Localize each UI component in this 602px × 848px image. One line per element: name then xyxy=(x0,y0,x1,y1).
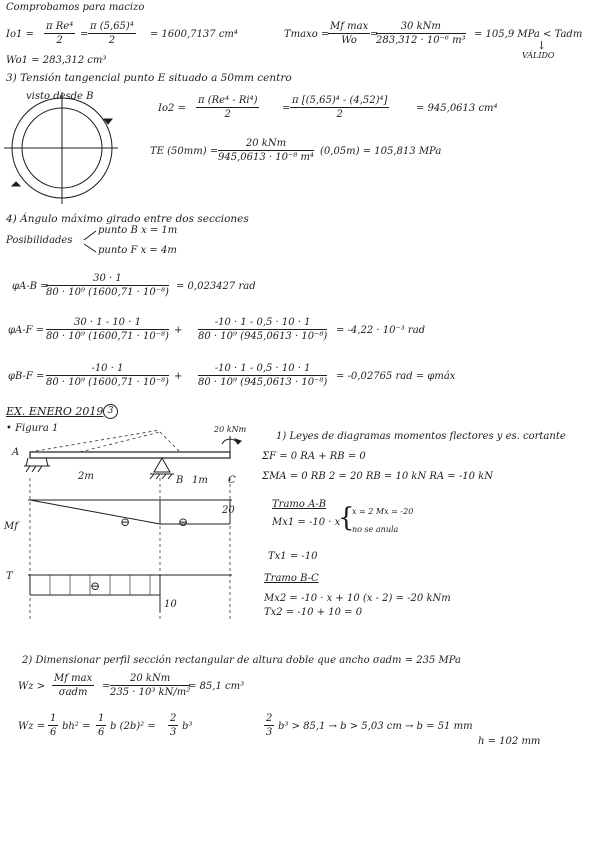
node-c-label: C xyxy=(228,475,236,486)
equilibrium-forces: ΣF = 0 RA + RB = 0 xyxy=(262,451,366,462)
height-result: h = 102 mm xyxy=(478,736,541,747)
io1-result: = 1600,7137 cm⁴ xyxy=(150,29,238,40)
wo1-value: Wo1 = 283,312 cm³ xyxy=(6,55,107,66)
no-zero-note: no se anula xyxy=(352,525,399,534)
w-label: Wz > xyxy=(18,681,46,692)
phi-ab-label: φA-B = xyxy=(12,281,49,292)
wz-fraction-1: $\frac{1}{6}$ xyxy=(50,713,57,738)
tx1-equation: Tx1 = -10 xyxy=(268,551,318,562)
mf-value-20: 20 xyxy=(222,505,235,516)
wz-bh2: bh² = xyxy=(62,721,91,732)
w-equals: = xyxy=(102,681,111,692)
span-bc-label: 1m xyxy=(192,475,208,486)
option-point-b: punto B x = 1m xyxy=(98,225,178,236)
io2-label: Io2 = xyxy=(158,103,186,114)
ineq-fraction: $\frac{2}{3}$ xyxy=(266,713,273,738)
te-label: TE (50mm) = xyxy=(150,146,219,157)
exam-heading: EX. ENERO 2019 xyxy=(6,405,104,418)
tmax-label: Tmaxo = xyxy=(284,29,330,40)
part2-title: 2) Dimensionar perfil sección rectangular de altura doble que ancho σadm = 235 MPa xyxy=(22,655,462,666)
heading-comprobamos: Comprobamos para macizo xyxy=(6,2,145,13)
mf-sign-ab: ⊖ xyxy=(120,515,131,529)
phi-af-fraction-2: $\frac{-10 \cdot 1 - 0,5 \cdot 10 \cdot 1}{\text{80 · 10⁹ (945,0613 · 10⁻⁸)}}$ xyxy=(198,317,328,342)
wz-fraction-2: $\frac{1}{6}$ xyxy=(98,713,105,738)
phi-af-label: φA-F = xyxy=(8,325,45,336)
w-fraction-1: Mf max σadm xyxy=(54,673,93,698)
phi-af-result: = -4,22 · 10⁻³ rad xyxy=(336,325,426,336)
io1-fraction-2: $\frac{\text{π (5,65)⁴}}{2}$ xyxy=(90,21,134,46)
phi-bf-plus: + xyxy=(174,371,183,382)
io2-fraction-1: $\frac{\text{π (Re⁴ - Ri⁴)}}{2}$ xyxy=(198,95,258,120)
phi-bf-fraction-2: $\frac{-10 \cdot 1 - 0,5 \cdot 10 \cdot 1}{\text{80 · 10⁹ (945,0613 · 10⁻⁸)}}$ xyxy=(198,363,328,388)
io2-result: = 945,0613 cm⁴ xyxy=(416,103,498,114)
section4-title: 4) Ángulo máximo girado entre dos secciones xyxy=(6,213,249,225)
possibilities-label: Posibilidades xyxy=(6,235,73,246)
down-arrow-icon: ↓ xyxy=(537,39,547,52)
node-a-label: A xyxy=(12,447,20,458)
phi-bf-result: = -0,02765 rad = φmáx xyxy=(336,371,456,382)
wz-b3: b³ xyxy=(182,721,193,732)
phi-ab-result: = 0,023427 rad xyxy=(176,281,256,292)
tmax-result: = 105,9 MPa < Tadm xyxy=(474,29,583,40)
io2-fraction-2: $\frac{\text{π [(5,65)⁴ - (4,52)⁴]}}{2}$ xyxy=(292,95,388,120)
exam-number-badge: 3 xyxy=(103,404,118,419)
figure-label: • Figura 1 xyxy=(6,423,59,434)
tmax-fraction-2: 30 kNm 283,312 · 10⁻⁶ m³ xyxy=(376,21,466,46)
w-fraction-2: 20 kNm 235 · 10³ kN/m² xyxy=(110,673,191,698)
load-label: 20 kNm xyxy=(214,425,247,434)
t-sign-ab: ⊖ xyxy=(90,579,101,593)
option-point-f: punto F x = 4m xyxy=(98,245,177,256)
wz-label: Wz = xyxy=(18,721,46,732)
equilibrium-moments: ΣMA = 0 RB 2 = 20 RB = 10 kN RA = -10 kN xyxy=(262,471,493,482)
brace-symbol: { xyxy=(338,503,355,533)
t-value-10: 10 xyxy=(164,599,177,610)
io1-fraction-1: $\frac{\text{π Re⁴}}{2}$ xyxy=(46,21,74,46)
view-from-b: visto desde B xyxy=(26,91,94,102)
t-axis-label: T xyxy=(6,571,13,582)
io2-equals: = xyxy=(282,103,291,114)
valid-label: VÁLIDO xyxy=(522,51,555,60)
phi-bf-fraction-1: $\frac{-10 \cdot 1}{\text{80 · 10⁹ (1600,71 · 10⁻⁸)}}$ xyxy=(46,363,169,388)
tx2-equation: Tx2 = -10 + 10 = 0 xyxy=(264,607,363,618)
section3-title: 3) Tensión tangencial punto E situado a 50mm centro xyxy=(6,72,292,84)
phi-af-plus: + xyxy=(174,325,183,336)
mf-sign-bc: ⊖ xyxy=(178,515,189,529)
node-b-label: B xyxy=(176,475,184,486)
w-result: = 85,1 cm³ xyxy=(188,681,245,692)
tmax-equals: = xyxy=(370,29,379,40)
tramo-bc-title: Tramo B-C xyxy=(264,573,319,584)
io1-equals: = xyxy=(80,29,89,40)
mx1-equation: Mx1 = -10 · x xyxy=(272,517,341,528)
wz-b2b: b (2b)² = xyxy=(110,721,156,732)
mf-axis-label: Mf xyxy=(4,521,18,532)
span-ab-label: 2m xyxy=(78,471,94,482)
phi-ab-fraction: $\frac{30 \cdot 1}{\text{80 · 10⁹ (1600,71 · 10⁻⁸)}}$ xyxy=(46,273,169,298)
wz-fraction-3: $\frac{2}{3}$ xyxy=(170,713,177,738)
mx2-equation: Mx2 = -10 · x + 10 (x - 2) = -20 kNm xyxy=(264,593,451,604)
te-fraction: 20 kNm 945,0613 · 10⁻⁸ m⁴ xyxy=(218,138,314,163)
ineq-result: b³ > 85,1 → b > 5,03 cm → b = 51 mm xyxy=(278,721,473,732)
tmax-fraction-1: Mf max Wo xyxy=(330,21,369,46)
io1-label: Io1 = xyxy=(6,29,34,40)
phi-bf-label: φB-F = xyxy=(8,371,45,382)
te-result: (0,05m) = 105,813 MPa xyxy=(320,146,442,157)
part1-title: 1) Leyes de diagramas momentos flectores y es. cortante xyxy=(276,431,566,442)
phi-af-fraction-1: $\frac{30 \cdot 1 - 10 \cdot 1}{\text{80 · 10⁹ (1600,71 · 10⁻⁸)}}$ xyxy=(46,317,169,342)
mx1-at-x2: x = 2 Mx = -20 xyxy=(352,507,414,516)
tramo-ab-title: Tramo A-B xyxy=(272,499,327,510)
